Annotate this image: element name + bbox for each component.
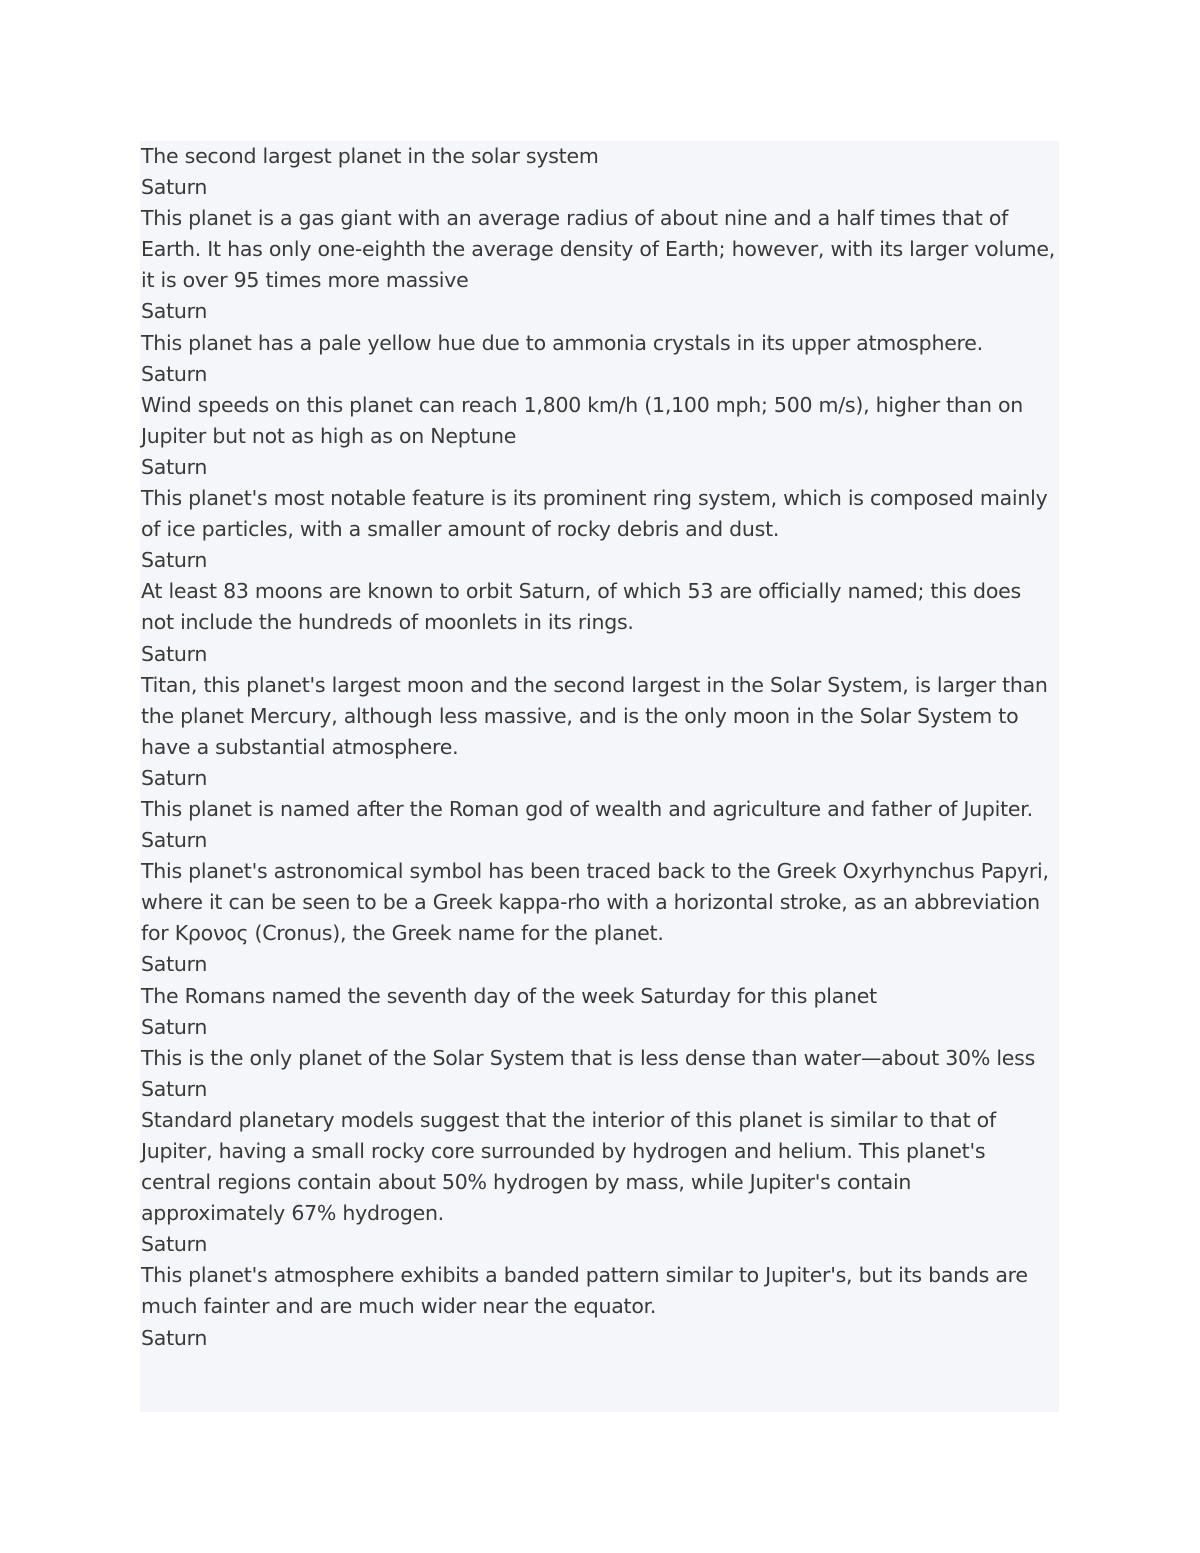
entry-answer: Saturn — [141, 1325, 208, 1350]
entry-question: This planet is named after the Roman god of wealth and agriculture and father of Jupiter. — [141, 796, 1033, 821]
entry-answer: Saturn — [141, 361, 208, 386]
entry-answer: Saturn — [141, 828, 208, 853]
entry-question: This planet has a pale yellow hue due to ammonia crystals in its upper atmosphere. — [141, 330, 983, 355]
entry-question: Wind speeds on this planet can reach 1,800 km/h (1,100 mph; 500 m/s), higher than on Jupiter but not as high as on Neptune — [141, 392, 1024, 448]
entry-question: The Romans named the seventh day of the week Saturday for this planet — [141, 983, 877, 1008]
entry-answer: Saturn — [141, 1232, 208, 1257]
entry-question: At least 83 moons are known to orbit Saturn, of which 53 are officially named; this does not include the hundreds of moonlets in its rings. — [141, 579, 1021, 635]
entry-question: Standard planetary models suggest that the interior of this planet is similar to that of Jupiter, having a small rocky core surrounded by hydrogen and helium. This planet's central regions contain about 50% hydrogen by mass, while Jupiter's contain approximately 67% hydrogen. — [141, 1107, 996, 1226]
entry-question: The second largest planet in the solar system — [141, 144, 599, 168]
entry-answer: Saturn — [141, 175, 208, 200]
entry-answer: Saturn — [141, 299, 208, 324]
entry-question: This planet is a gas giant with an average radius of about nine and a half times that of Earth. It has only one-eighth the average density of Earth; however, with its larger volume, it is over 95 times more massive — [141, 206, 1056, 293]
flashcard-text-block — [140, 141, 1059, 1412]
entry-answer: Saturn — [141, 548, 208, 573]
entry-answer: Saturn — [141, 952, 208, 977]
entry-question: This is the only planet of the Solar System that is less dense than water—about 30% less — [141, 1045, 1035, 1070]
entry-answer: Saturn — [141, 1014, 208, 1039]
entry-answer: Saturn — [141, 1076, 208, 1101]
entry-question: This planet's astronomical symbol has been traced back to the Greek Oxyrhynchus Papyri, where it can be seen to be a Greek kappa-rho with a horizontal stroke, as an abbreviation for Κρονος (Cronus), the Greek name for the planet. — [141, 859, 1049, 946]
entry-question: This planet's most notable feature is its prominent ring system, which is composed mainly of ice particles, with a smaller amount of rocky debris and dust. — [141, 486, 1048, 542]
entry-answer: Saturn — [141, 641, 208, 666]
entry-question: Titan, this planet's largest moon and the second largest in the Solar System, is larger than the planet Mercury, although less massive, and is the only moon in the Solar System to have a substantial atmosphere. — [141, 672, 1048, 759]
entry-answer: Saturn — [141, 454, 208, 479]
entry-answer: Saturn — [141, 765, 208, 790]
entry-question: This planet's atmosphere exhibits a banded pattern similar to Jupiter's, but its bands are much fainter and are much wider near the equator. — [141, 1263, 1028, 1319]
